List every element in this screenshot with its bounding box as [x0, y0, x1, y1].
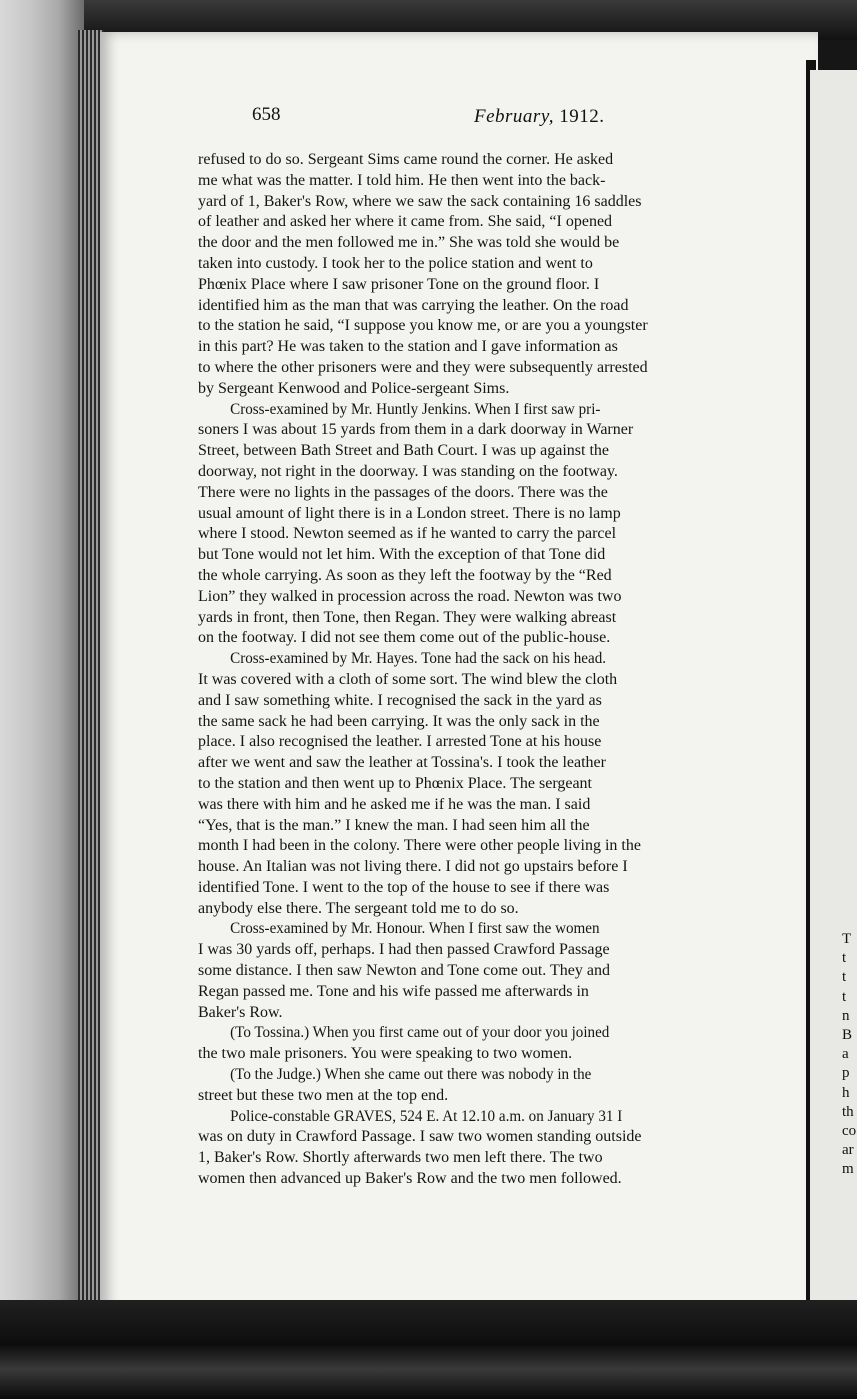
text-line: me what was the matter. I told him. He then went into the back- [198, 171, 606, 189]
text-line: where I stood. Newton seemed as if he wanted to carry the parcel [198, 525, 617, 543]
text-line: was there with him and he asked me if he was the man. I said [198, 795, 591, 813]
text-line: It was covered with a cloth of some sort. The wind blew the cloth [198, 670, 618, 688]
facing-page-fragment: a [842, 1046, 849, 1063]
text-line: to the station and then went up to Phœnix Place. The sergeant [198, 774, 592, 792]
text-line: Baker's Row. [198, 1003, 283, 1021]
text-line: after we went and saw the leather at Tossina's. I took the leather [198, 754, 606, 772]
page-number: 658 [252, 104, 281, 125]
text-line: I was 30 yards off, perhaps. I had then passed Crawford Passage [198, 941, 610, 959]
text-line: some distance. I then saw Newton and Tone come out. They and [198, 962, 610, 980]
text-line: to the station he said, “I suppose you know me, or are you a youngster [198, 317, 648, 335]
paragraph [198, 919, 810, 1023]
text-line: 1, Baker's Row. Shortly afterwards two men left there. The two [198, 1149, 603, 1167]
text-line: identified him as the man that was carrying the leather. On the road [198, 296, 629, 314]
facing-page-fragment: B [842, 1027, 853, 1044]
running-title-month: February, [474, 106, 554, 127]
text-line: the whole carrying. As soon as they left the footway by the “Red [198, 566, 612, 584]
facing-page-fragment: t [842, 988, 847, 1005]
text-line: Cross-examined by Mr. Hayes. Tone had the sack on his head. [230, 650, 607, 668]
text-line: (To Tossina.) When you first came out of your door you joined [230, 1024, 610, 1042]
text-line: on the footway. I did not see them come out of the public-house. [198, 629, 611, 647]
text-line: identified Tone. I went to the top of the house to see if there was [198, 878, 610, 896]
text-line: refused to do so. Sergeant Sims came round the corner. He asked [198, 151, 614, 168]
facing-page-fragment: t [842, 950, 847, 967]
running-head [252, 104, 652, 134]
text-line: Regan passed me. Tone and his wife passed me afterwards in [198, 982, 589, 1000]
facing-page-fragment: h [842, 1084, 850, 1101]
text-line: Street, between Bath Street and Bath Court. I was up against the [198, 442, 610, 460]
text-line: anybody else there. The sergeant told me to do so. [198, 899, 519, 917]
book-cover-edge [0, 0, 84, 1399]
facing-page-fragment: ar [842, 1142, 854, 1159]
text-line: of leather and asked her where it came from. She said, “I opened [198, 213, 613, 231]
text-line: yards in front, then Tone, then Regan. They were walking abreast [198, 608, 617, 626]
facing-page-fragment: m [842, 1161, 854, 1178]
text-line: doorway, not right in the doorway. I was standing on the footway. [198, 462, 618, 480]
text-line: the same sack he had been carrying. It was the only sack in the [198, 712, 600, 730]
running-title [474, 106, 604, 128]
scan-bottom-border [0, 1300, 857, 1399]
text-line: place. I also recognised the leather. I arrested Tone at his house [198, 733, 602, 751]
text-line: the door and the men followed me in.” She was told she would be [198, 234, 620, 252]
body-text [198, 150, 810, 1190]
facing-page-fragment: T [842, 931, 852, 947]
paragraph [198, 1107, 810, 1190]
facing-page-text-fragments [842, 930, 856, 1180]
text-line: taken into custody. I took her to the police station and went to [198, 254, 593, 272]
text-line: Cross-examined by Mr. Huntly Jenkins. When I first saw pri- [230, 400, 601, 418]
paragraph [198, 400, 810, 650]
facing-page-fragment: co [842, 1123, 857, 1140]
paragraph [198, 1065, 810, 1107]
text-line: by Sergeant Kenwood and Police-sergeant Sims. [198, 379, 510, 397]
text-line: women then advanced up Baker's Row and the two men followed. [198, 1170, 622, 1188]
text-line: in this part? He was taken to the station and I gave information as [198, 338, 618, 356]
facing-page-fragment: t [842, 969, 847, 986]
text-line: street but these two men at the top end. [198, 1086, 449, 1104]
text-line: Phœnix Place where I saw prisoner Tone on the ground floor. I [198, 275, 600, 293]
paragraph [198, 649, 810, 919]
text-line: Cross-examined by Mr. Honour. When I first saw the women [230, 920, 600, 938]
text-line: “Yes, that is the man.” I knew the man. I had seen him all the [198, 816, 590, 834]
text-line: the two male prisoners. You were speaking to two women. [198, 1045, 573, 1063]
text-line: but Tone would not let him. With the exception of that Tone did [198, 546, 606, 564]
text-line: There were no lights in the passages of the doors. There was the [198, 483, 608, 501]
facing-page-fragment: n [842, 1007, 850, 1024]
text-line: soners I was about 15 yards from them in a dark doorway in Warner [198, 421, 634, 439]
text-line: Police-constable GRAVES, 524 E. At 12.10 a.m. on January 31 I [230, 1107, 623, 1125]
text-line: and I saw something white. I recognised the sack in the yard as [198, 691, 602, 709]
text-line: to where the other prisoners were and they were subsequently arrested [198, 358, 648, 376]
facing-page-fragment: th [842, 1103, 854, 1120]
text-line: Lion” they walked in procession across the road. Newton was two [198, 587, 622, 605]
text-line: usual amount of light there is in a London street. There is no lamp [198, 504, 621, 522]
text-line: (To the Judge.) When she came out there was nobody in the [230, 1066, 592, 1084]
text-line: house. An Italian was not living there. I did not go upstairs before I [198, 858, 628, 876]
running-title-year: 1912. [559, 106, 605, 127]
paragraph [198, 1023, 810, 1065]
facing-page-fragment: p [842, 1065, 850, 1082]
text-line: month I had been in the colony. There were other people living in the [198, 837, 641, 855]
text-line: yard of 1, Baker's Row, where we saw the sack containing 16 saddles [198, 192, 642, 210]
text-line: was on duty in Crawford Passage. I saw two women standing outside [198, 1128, 642, 1146]
paragraph [198, 150, 810, 400]
